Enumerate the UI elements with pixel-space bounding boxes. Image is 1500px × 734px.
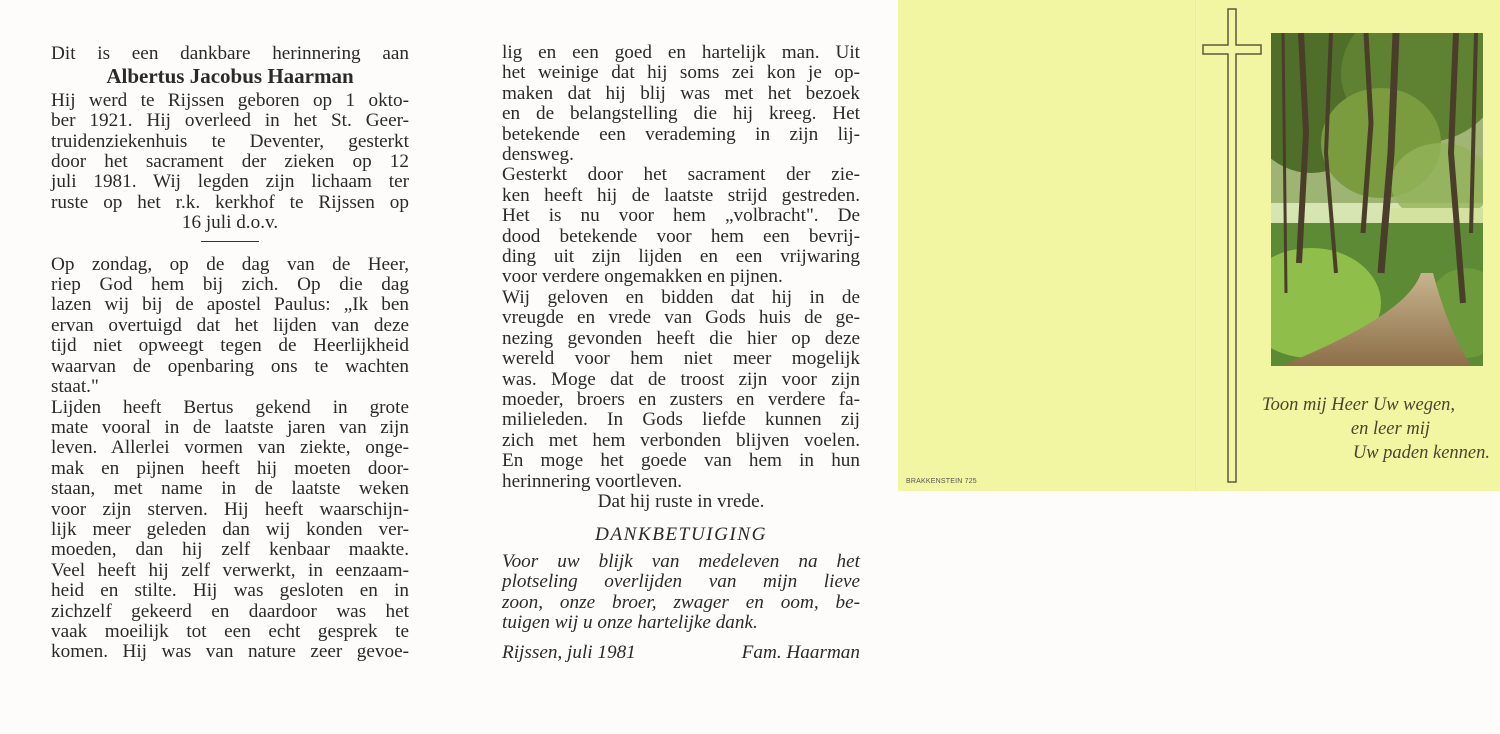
signature-row [502, 643, 860, 663]
text-line: vreugde en vrede van Gods huis de ge- [502, 307, 860, 329]
text-line: betekende een verademing in zijn lij- [502, 123, 860, 145]
text-line: en de belangstelling die hij kreeg. Het [502, 103, 860, 125]
memorial-card-front [898, 0, 1500, 491]
character-paragraph [502, 43, 860, 165]
landscape-image [1271, 33, 1483, 366]
text-line: staan, met name in de laatste weken [51, 478, 409, 500]
text-line: wereld voor hem niet meer mogelijk [502, 348, 860, 370]
text-line: Voor uw blijk van medeleven na het [502, 550, 860, 572]
text-line: voor zijn sterven. Hij heeft waarschijn- [51, 498, 409, 520]
text-line: waarvan de openbaring ons te wachten [51, 355, 409, 377]
thanks-paragraph [502, 552, 860, 634]
birth-death-paragraph [51, 91, 409, 234]
text-line: densweg. [502, 144, 574, 166]
text-line: tuigen wij u onze hartelijke dank. [502, 611, 758, 633]
text-line: riep God hem bij zich. Op die dag [51, 274, 409, 296]
text-line: was. Moge dat de troost zijn voor zijn [502, 368, 860, 390]
text-line: maken dat hij blij was met het bezoek [502, 82, 860, 104]
text-line: door het sacrament der zieken op 12 [51, 151, 409, 173]
text-line: tijd niet opweegt tegen de Heerlijkheid [51, 335, 409, 357]
text-line: ber 1921. Hij overleed in het St. Geer- [51, 110, 409, 132]
suffering-paragraph [51, 398, 409, 663]
text-line: truidenziekenhuis te Deventer, gesterkt [51, 130, 409, 152]
publisher-mark: BRAKKENSTEIN 725 [906, 478, 977, 485]
path-through-trees-photo [1271, 33, 1483, 366]
text-line: juli 1981. Wij legden zijn lichaam ter [51, 171, 409, 193]
rest-in-peace: Dat hij ruste in vrede. [597, 490, 765, 512]
text-line: Hij werd te Rijssen geboren op 1 okto- [51, 89, 409, 111]
text-line: Gesterkt door het sacrament der zie- [502, 164, 860, 186]
text-line: ken heeft hij de laatste strijd gestreden. [502, 184, 860, 206]
text-line: leven. Allerlei vormen van ziekte, onge- [51, 437, 409, 459]
text-line: ruste op het r.k. kerkhof te Rijssen op [51, 191, 409, 213]
text-line: zichzelf gekeerd en daardoor was het [51, 600, 409, 622]
text-line: plotseling overlijden van mijn lieve [502, 571, 860, 593]
quote-line: Uw paden kennen. [1352, 443, 1490, 463]
middle-text-column [502, 43, 860, 664]
text-line: mak en pijnen heeft hij moeten door- [51, 457, 409, 479]
text-line: heid en stilte. Hij was gesloten en in [51, 580, 409, 602]
text-line: voor verdere ongemakken en pijnen. [502, 266, 783, 288]
card-fold-line [1195, 0, 1197, 491]
prayer-paragraph [502, 288, 860, 492]
text-line: lijk meer geleden dan wij konden ver- [51, 518, 409, 540]
text-line: ervan overtuigd dat het lijden van deze [51, 314, 409, 336]
text-line: herinnering voortleven. [502, 470, 683, 492]
scripture-quote [1262, 393, 1490, 465]
quote-line: Toon mij Heer Uw wegen, [1262, 395, 1456, 415]
text-line: moeden, dan hij zelf kenbaar maakte. [51, 539, 409, 561]
deceased-name: Albertus Jacobus Haarman [106, 64, 354, 89]
cross-icon [1202, 8, 1264, 484]
text-line: komen. Hij was van nature zeer gevoe- [51, 641, 409, 663]
text-line: nezing gevonden heeft die hier op deze [502, 327, 860, 349]
text-line: Veel heeft hij zelf verwerkt, in eenzaam- [51, 559, 409, 581]
family-signature: Fam. Haarman [741, 642, 860, 664]
text-line: En moge het goede van hem in hun [502, 450, 860, 472]
thanks-heading: DANKBETUIGING [595, 524, 767, 546]
text-line: vaak moeilijk tot een echt gesprek te [51, 620, 409, 642]
text-line: moeder, broers en zusters en verdere fa- [502, 388, 860, 410]
text-line: 16 juli d.o.v. [181, 212, 279, 234]
text-line: milieleden. In Gods liefde kunnen zij [502, 409, 860, 431]
text-line: Wij geloven en bidden dat hij in de [502, 286, 860, 308]
text-line: zoon, onze broer, zwager en oom, be- [502, 591, 860, 613]
text-line: lig en een goed en hartelijk man. Uit [502, 42, 860, 63]
quote-line: en leer mij [1350, 419, 1430, 439]
text-line: Op zondag, op de dag van de Heer, [51, 253, 409, 275]
sunday-paragraph [51, 255, 409, 398]
text-line: zich met hem verbonden blijven voelen. [502, 429, 860, 451]
text-line: ding uit zijn lijden en een vrijwaring [502, 246, 860, 268]
text-line: mate vooral in de laatste jaren van zijn [51, 416, 409, 438]
text-line: Het is nu voor hem „volbracht". De [502, 205, 860, 227]
text-line: het weinige dat hij soms zei kon je op- [502, 62, 860, 84]
divider-rule [201, 241, 259, 242]
left-text-column [51, 44, 409, 663]
place-date: Rijssen, juli 1981 [502, 642, 636, 664]
text-line: staat." [51, 376, 99, 398]
intro-line: Dit is een dankbare herinnering aan [51, 43, 409, 64]
text-line: lazen wij bij de apostel Paulus: „Ik ben [51, 294, 409, 316]
text-line: dood betekende voor hem een bevrij- [502, 225, 860, 247]
sacrament-paragraph [502, 165, 860, 287]
text-line: Lijden heeft Bertus gekend in grote [51, 396, 409, 418]
